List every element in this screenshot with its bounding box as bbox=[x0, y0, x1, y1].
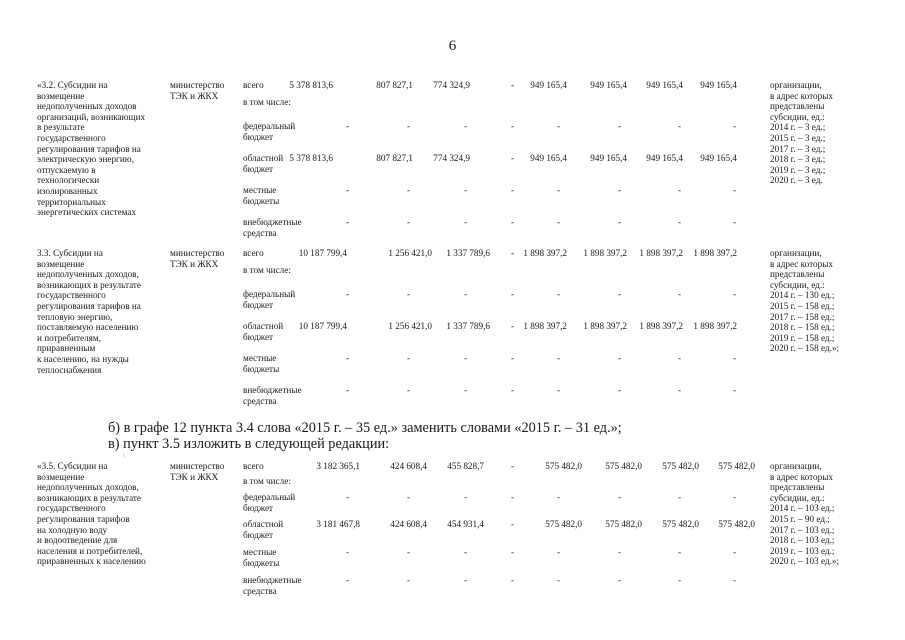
value-cell: 1 898 397,2 bbox=[639, 248, 683, 258]
value-cell: - bbox=[557, 492, 561, 502]
value-cell: - bbox=[511, 248, 515, 258]
value-cell: 949 165,4 bbox=[646, 80, 683, 90]
value-cell: - bbox=[618, 353, 622, 363]
executor: министерство ТЭК и ЖКХ bbox=[170, 80, 225, 101]
value-cell: - bbox=[733, 217, 737, 227]
value-cell: - bbox=[464, 185, 468, 195]
value-cell: - bbox=[511, 185, 515, 195]
value-cell: 1 898 397,2 bbox=[693, 321, 737, 331]
value-cell: - bbox=[678, 353, 682, 363]
row-label: федеральный бюджет bbox=[243, 289, 296, 310]
amendment-paragraph-b: б) в графе 12 пункта 3.4 слова «2015 г. – 35 ед.» заменить словами «2015 г. – 31 ед.»; bbox=[108, 420, 622, 436]
value-cell: - bbox=[618, 547, 622, 557]
value-cell: - bbox=[511, 575, 515, 585]
section-title: 3.3. Субсидии на возмещение недополученных доходов, возникающих в результате государственного регулирования тарифов на тепловую энергию, поставляемую населению и потребителям, приравненным к населению, на нужды теплоснабжения bbox=[37, 248, 142, 375]
value-cell: 1 898 397,2 bbox=[583, 248, 627, 258]
value-cell: - bbox=[618, 385, 622, 395]
value-cell: - bbox=[678, 121, 682, 131]
value-cell: 575 482,0 bbox=[605, 461, 642, 471]
value-cell: - bbox=[464, 217, 468, 227]
value-cell: 1 898 397,2 bbox=[523, 248, 567, 258]
value-cell: - bbox=[346, 353, 350, 363]
value-cell: 774 324,9 bbox=[433, 153, 470, 163]
row-label: федеральный бюджет bbox=[243, 121, 296, 142]
value-cell: - bbox=[464, 575, 468, 585]
row-label: местные бюджеты bbox=[243, 547, 280, 568]
value-cell: 1 898 397,2 bbox=[583, 321, 627, 331]
value-cell: - bbox=[557, 385, 561, 395]
value-cell: - bbox=[618, 492, 622, 502]
value-cell: - bbox=[678, 385, 682, 395]
value-cell: - bbox=[511, 547, 515, 557]
value-cell: - bbox=[557, 289, 561, 299]
value-cell: - bbox=[407, 185, 411, 195]
value-cell: - bbox=[678, 575, 682, 585]
value-cell: - bbox=[407, 289, 411, 299]
value-cell: 1 898 397,2 bbox=[639, 321, 683, 331]
value-cell: 1 337 789,6 bbox=[446, 248, 490, 258]
value-cell: 454 931,4 bbox=[447, 519, 484, 529]
page-number: 6 bbox=[448, 38, 457, 54]
value-cell: 949 165,4 bbox=[590, 153, 627, 163]
value-cell: 949 165,4 bbox=[646, 153, 683, 163]
value-cell: - bbox=[733, 547, 737, 557]
row-label: внебюджетные средства bbox=[243, 217, 302, 238]
value-cell: - bbox=[618, 121, 622, 131]
value-cell: - bbox=[407, 121, 411, 131]
value-cell: 1 898 397,2 bbox=[523, 321, 567, 331]
value-cell: - bbox=[511, 492, 515, 502]
value-cell: - bbox=[733, 492, 737, 502]
value-cell: - bbox=[678, 289, 682, 299]
section-title: «3.5. Субсидии на возмещение недополученных доходов, возникающих в результате государственного регулирования тарифов на холодную воду и водоотведение для населения и потребителей, приравненных к населению bbox=[37, 461, 146, 567]
value-cell: - bbox=[407, 547, 411, 557]
stray-mark: \ bbox=[123, 452, 125, 460]
row-label: в том числе: bbox=[243, 476, 291, 486]
value-cell: 575 482,0 bbox=[605, 519, 642, 529]
value-cell: 949 165,4 bbox=[700, 153, 737, 163]
value-cell: - bbox=[464, 385, 468, 395]
value-cell: 5 378 813,6 bbox=[289, 80, 333, 90]
value-cell: - bbox=[346, 121, 350, 131]
value-cell: - bbox=[733, 185, 737, 195]
row-label: местные бюджеты bbox=[243, 185, 280, 206]
value-cell: - bbox=[346, 385, 350, 395]
value-cell: 5 378 813,6 bbox=[289, 153, 333, 163]
value-cell: 575 482,0 bbox=[662, 519, 699, 529]
value-cell: - bbox=[511, 80, 515, 90]
value-cell: - bbox=[407, 353, 411, 363]
value-cell: 949 165,4 bbox=[700, 80, 737, 90]
value-cell: - bbox=[557, 121, 561, 131]
value-cell: 949 165,4 bbox=[590, 80, 627, 90]
value-cell: 949 165,4 bbox=[530, 80, 567, 90]
value-cell: 1 256 421,0 bbox=[388, 321, 432, 331]
value-cell: - bbox=[557, 217, 561, 227]
row-label: областной бюджет bbox=[243, 519, 284, 540]
value-cell: - bbox=[557, 575, 561, 585]
value-cell: 575 482,0 bbox=[545, 519, 582, 529]
row-label: всего bbox=[243, 80, 264, 90]
value-cell: - bbox=[346, 185, 350, 195]
row-label: в том числе: bbox=[243, 97, 291, 107]
row-label: федеральный бюджет bbox=[243, 492, 296, 513]
value-cell: 774 324,9 bbox=[433, 80, 470, 90]
value-cell: - bbox=[407, 575, 411, 585]
value-cell: - bbox=[511, 461, 515, 471]
value-cell: 455 828,7 bbox=[447, 461, 484, 471]
row-label: областной бюджет bbox=[243, 153, 284, 174]
value-cell: 575 482,0 bbox=[718, 519, 755, 529]
value-cell: 1 337 789,6 bbox=[446, 321, 490, 331]
row-label: внебюджетные средства bbox=[243, 575, 302, 596]
value-cell: - bbox=[346, 575, 350, 585]
value-cell: - bbox=[618, 575, 622, 585]
value-cell: 807 827,1 bbox=[376, 80, 413, 90]
value-cell: - bbox=[511, 321, 515, 331]
value-cell: - bbox=[733, 575, 737, 585]
value-cell: - bbox=[557, 185, 561, 195]
value-cell: 575 482,0 bbox=[545, 461, 582, 471]
value-cell: - bbox=[678, 492, 682, 502]
value-cell: - bbox=[464, 492, 468, 502]
value-cell: - bbox=[407, 385, 411, 395]
value-cell: 3 182 365,1 bbox=[316, 461, 360, 471]
executor: министерство ТЭК и ЖКХ bbox=[170, 248, 225, 269]
value-cell: - bbox=[346, 217, 350, 227]
row-label: областной бюджет bbox=[243, 321, 284, 342]
value-cell: 575 482,0 bbox=[718, 461, 755, 471]
value-cell: - bbox=[618, 289, 622, 299]
value-cell: - bbox=[407, 492, 411, 502]
value-cell: 10 187 799,4 bbox=[298, 248, 347, 258]
value-cell: 10 187 799,4 bbox=[298, 321, 347, 331]
row-label: в том числе: bbox=[243, 265, 291, 275]
value-cell: - bbox=[464, 547, 468, 557]
value-cell: 807 827,1 bbox=[376, 153, 413, 163]
value-cell: 1 256 421,0 bbox=[388, 248, 432, 258]
value-cell: - bbox=[678, 185, 682, 195]
value-cell: - bbox=[407, 217, 411, 227]
value-cell: - bbox=[511, 121, 515, 131]
value-cell: - bbox=[511, 385, 515, 395]
value-cell: 575 482,0 bbox=[662, 461, 699, 471]
value-cell: - bbox=[346, 289, 350, 299]
value-cell: - bbox=[511, 153, 515, 163]
value-cell: - bbox=[464, 289, 468, 299]
result-indicator: организации, в адрес которых представлены субсидии, ед.: 2014 г. – 103 ед.; 2015 г. – 90 ед.; 2017 г. – 103 ед.; 2018 г. – 103 ед.; 2019 г. – 103 ед.; 2020 г. – 103 ед.»; bbox=[770, 461, 840, 567]
result-indicator: организации, в адрес которых представлены субсидии, ед.: 2014 г. – 130 ед.; 2015 г. – 158 ед.; 2017 г. – 158 ед.; 2018 г. – 158 ед.; 2019 г. – 158 ед.; 2020 г. – 158 ед.»; bbox=[770, 248, 840, 354]
value-cell: - bbox=[733, 353, 737, 363]
value-cell: 424 608,4 bbox=[390, 461, 427, 471]
value-cell: - bbox=[733, 385, 737, 395]
value-cell: - bbox=[678, 547, 682, 557]
row-label: всего bbox=[243, 461, 264, 471]
amendment-paragraph-v: в) пункт 3.5 изложить в следующей редакции: bbox=[108, 436, 390, 452]
row-label: внебюджетные средства bbox=[243, 385, 302, 406]
value-cell: - bbox=[511, 217, 515, 227]
value-cell: 3 181 467,8 bbox=[316, 519, 360, 529]
value-cell: - bbox=[346, 547, 350, 557]
row-label: всего bbox=[243, 248, 264, 258]
value-cell: - bbox=[557, 547, 561, 557]
section-title: «3.2. Субсидии на возмещение недополученных доходов организаций, возникающих в результате государственного регулирования тарифов на электрическую энергию, отпускаемую в технологически изолированных территориальных энергетических системах bbox=[37, 80, 146, 218]
value-cell: - bbox=[557, 353, 561, 363]
value-cell: - bbox=[346, 492, 350, 502]
value-cell: 949 165,4 bbox=[530, 153, 567, 163]
value-cell: - bbox=[511, 289, 515, 299]
value-cell: - bbox=[733, 121, 737, 131]
value-cell: 424 608,4 bbox=[390, 519, 427, 529]
row-label: местные бюджеты bbox=[243, 353, 280, 374]
executor: министерство ТЭК и ЖКХ bbox=[170, 461, 225, 482]
value-cell: - bbox=[511, 353, 515, 363]
value-cell: 1 898 397,2 bbox=[693, 248, 737, 258]
value-cell: - bbox=[678, 217, 682, 227]
value-cell: - bbox=[464, 121, 468, 131]
value-cell: - bbox=[618, 217, 622, 227]
value-cell: - bbox=[511, 519, 515, 529]
value-cell: - bbox=[733, 289, 737, 299]
result-indicator: организации, в адрес которых представлены субсидии, ед.: 2014 г. – 3 ед.; 2015 г. – 3 ед.; 2017 г. – 3 ед.; 2018 г. – 3 ед.; 2019 г. – 3 ед.; 2020 г. – 3 ед. bbox=[770, 80, 833, 186]
value-cell: - bbox=[618, 185, 622, 195]
value-cell: - bbox=[464, 353, 468, 363]
